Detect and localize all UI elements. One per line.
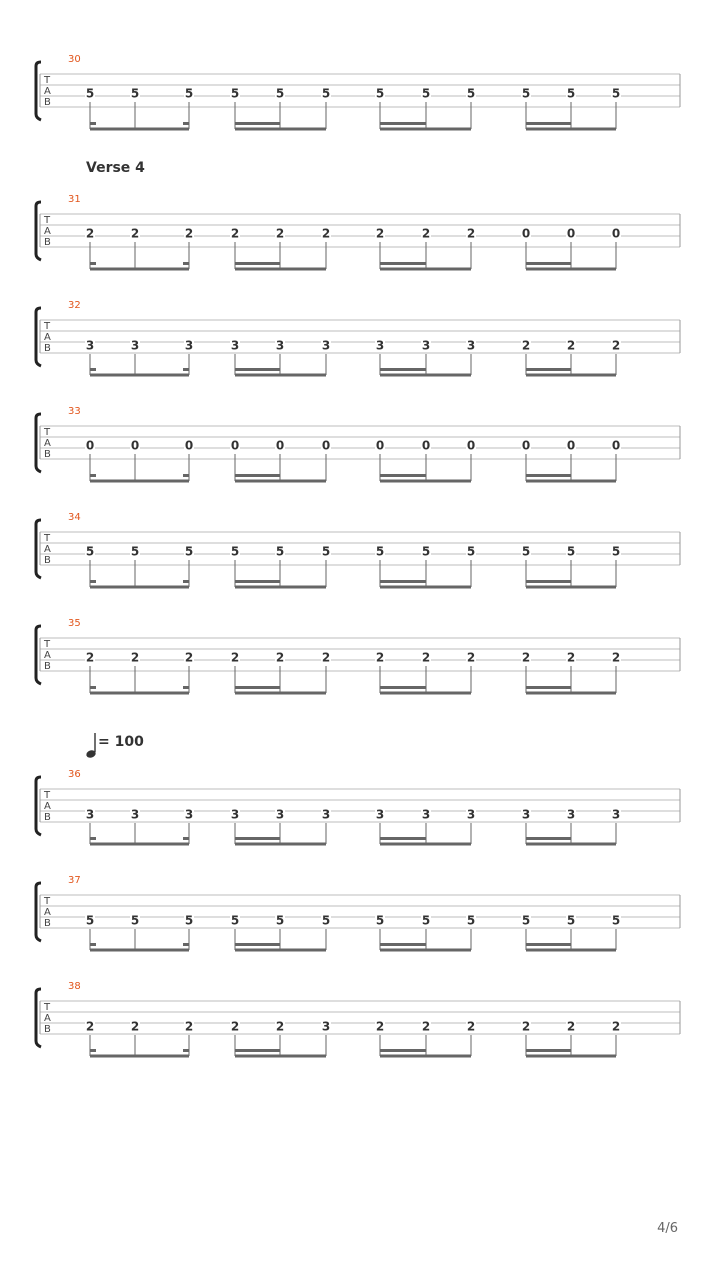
secondary-beam-stub bbox=[183, 943, 189, 946]
beam bbox=[90, 1055, 189, 1058]
fret-number: 5 bbox=[275, 86, 285, 101]
secondary-beam bbox=[380, 474, 426, 477]
fret-number: 5 bbox=[275, 913, 285, 928]
tab-clef-letter: B bbox=[44, 97, 51, 108]
fret-number: 5 bbox=[321, 86, 331, 101]
secondary-beam bbox=[235, 837, 280, 840]
fret-number: 2 bbox=[521, 1019, 531, 1034]
fret-number: 0 bbox=[375, 438, 385, 453]
fret-number: 3 bbox=[566, 807, 576, 822]
fret-number: 2 bbox=[521, 650, 531, 665]
beam bbox=[235, 843, 326, 846]
tab-clef-letter: T bbox=[44, 639, 51, 650]
beam bbox=[90, 949, 189, 952]
tab-system bbox=[0, 612, 720, 712]
fret-number: 5 bbox=[375, 544, 385, 559]
fret-number: 2 bbox=[611, 338, 621, 353]
fret-number: 3 bbox=[230, 807, 240, 822]
fret-number: 3 bbox=[184, 338, 194, 353]
measure-number: 31 bbox=[68, 194, 81, 205]
fret-number: 0 bbox=[466, 438, 476, 453]
fret-number: 2 bbox=[375, 226, 385, 241]
beam bbox=[526, 692, 616, 695]
fret-number: 5 bbox=[611, 913, 621, 928]
fret-number: 0 bbox=[130, 438, 140, 453]
secondary-beam bbox=[380, 262, 426, 265]
tab-clef-letter: T bbox=[44, 215, 51, 226]
fret-number: 5 bbox=[184, 86, 194, 101]
tab-system bbox=[0, 188, 720, 288]
beam bbox=[526, 268, 616, 271]
fret-number: 5 bbox=[466, 544, 476, 559]
secondary-beam-stub bbox=[183, 580, 189, 583]
tab-system bbox=[0, 48, 720, 148]
secondary-beam-stub bbox=[90, 580, 96, 583]
tab-system bbox=[0, 400, 720, 500]
fret-number: 3 bbox=[230, 338, 240, 353]
fret-number: 3 bbox=[321, 338, 331, 353]
fret-number: 3 bbox=[321, 1019, 331, 1034]
fret-number: 3 bbox=[421, 338, 431, 353]
beam bbox=[90, 268, 189, 271]
measure-number: 37 bbox=[68, 875, 81, 886]
beam bbox=[235, 692, 326, 695]
fret-number: 2 bbox=[466, 650, 476, 665]
fret-number: 2 bbox=[521, 338, 531, 353]
measure-number: 30 bbox=[68, 54, 81, 65]
fret-number: 5 bbox=[230, 544, 240, 559]
fret-number: 5 bbox=[466, 86, 476, 101]
fret-number: 2 bbox=[466, 226, 476, 241]
beam bbox=[526, 843, 616, 846]
beam bbox=[380, 374, 471, 377]
fret-number: 3 bbox=[130, 807, 140, 822]
fret-number: 3 bbox=[421, 807, 431, 822]
tab-clef-letter: T bbox=[44, 75, 51, 86]
beam bbox=[526, 949, 616, 952]
beam bbox=[380, 128, 471, 131]
measure-number: 38 bbox=[68, 981, 81, 992]
secondary-beam bbox=[380, 580, 426, 583]
secondary-beam-stub bbox=[90, 474, 96, 477]
beam bbox=[235, 586, 326, 589]
fret-number: 2 bbox=[184, 1019, 194, 1034]
fret-number: 2 bbox=[230, 226, 240, 241]
secondary-beam bbox=[235, 580, 280, 583]
fret-number: 5 bbox=[85, 913, 95, 928]
tab-clef-letter: T bbox=[44, 321, 51, 332]
tab-clef-letter: B bbox=[44, 237, 51, 248]
fret-number: 3 bbox=[321, 807, 331, 822]
fret-number: 5 bbox=[130, 86, 140, 101]
beam bbox=[235, 480, 326, 483]
fret-number: 5 bbox=[566, 544, 576, 559]
secondary-beam-stub bbox=[183, 686, 189, 689]
fret-number: 5 bbox=[375, 913, 385, 928]
secondary-beam bbox=[235, 686, 280, 689]
secondary-beam-stub bbox=[183, 122, 189, 125]
fret-number: 5 bbox=[321, 544, 331, 559]
secondary-beam bbox=[235, 943, 280, 946]
fret-number: 2 bbox=[85, 1019, 95, 1034]
secondary-beam bbox=[526, 474, 571, 477]
beam bbox=[90, 480, 189, 483]
secondary-beam bbox=[235, 474, 280, 477]
tempo-marking bbox=[84, 732, 154, 762]
fret-number: 2 bbox=[130, 1019, 140, 1034]
tab-clef-letter: T bbox=[44, 896, 51, 907]
beam bbox=[380, 586, 471, 589]
fret-number: 5 bbox=[521, 544, 531, 559]
beam bbox=[380, 1055, 471, 1058]
measure-number: 32 bbox=[68, 300, 81, 311]
quarter-note-icon bbox=[84, 732, 98, 762]
tab-clef-letter: A bbox=[44, 332, 51, 343]
fret-number: 3 bbox=[275, 338, 285, 353]
fret-number: 5 bbox=[184, 544, 194, 559]
fret-number: 2 bbox=[375, 650, 385, 665]
secondary-beam bbox=[380, 943, 426, 946]
fret-number: 2 bbox=[184, 650, 194, 665]
fret-number: 5 bbox=[275, 544, 285, 559]
fret-number: 3 bbox=[184, 807, 194, 822]
fret-number: 5 bbox=[611, 544, 621, 559]
beam bbox=[526, 374, 616, 377]
measure-number: 33 bbox=[68, 406, 81, 417]
fret-number: 5 bbox=[466, 913, 476, 928]
fret-number: 0 bbox=[611, 226, 621, 241]
fret-number: 2 bbox=[566, 1019, 576, 1034]
fret-number: 0 bbox=[566, 226, 576, 241]
fret-number: 2 bbox=[466, 1019, 476, 1034]
secondary-beam bbox=[526, 1049, 571, 1052]
tab-clef-letter: T bbox=[44, 533, 51, 544]
fret-number: 2 bbox=[321, 650, 331, 665]
beam bbox=[526, 586, 616, 589]
fret-number: 2 bbox=[611, 650, 621, 665]
secondary-beam bbox=[526, 686, 571, 689]
secondary-beam-stub bbox=[183, 837, 189, 840]
tab-system bbox=[0, 763, 720, 863]
fret-number: 2 bbox=[85, 650, 95, 665]
page-number: 4/6 bbox=[657, 1221, 678, 1236]
fret-number: 3 bbox=[375, 338, 385, 353]
fret-number: 5 bbox=[611, 86, 621, 101]
tab-system bbox=[0, 506, 720, 606]
beam bbox=[380, 692, 471, 695]
fret-number: 5 bbox=[421, 544, 431, 559]
secondary-beam-stub bbox=[183, 474, 189, 477]
tab-clef-letter: T bbox=[44, 427, 51, 438]
tab-clef-letter: A bbox=[44, 86, 51, 97]
tab-clef-letter: A bbox=[44, 650, 51, 661]
fret-number: 2 bbox=[275, 650, 285, 665]
fret-number: 0 bbox=[421, 438, 431, 453]
secondary-beam bbox=[380, 1049, 426, 1052]
beam bbox=[235, 128, 326, 131]
secondary-beam bbox=[380, 686, 426, 689]
secondary-beam bbox=[235, 1049, 280, 1052]
measure-number: 35 bbox=[68, 618, 81, 629]
fret-number: 5 bbox=[421, 86, 431, 101]
tab-clef-letter: T bbox=[44, 1002, 51, 1013]
tab-clef-letter: B bbox=[44, 555, 51, 566]
beam bbox=[90, 843, 189, 846]
tab-clef-letter: A bbox=[44, 907, 51, 918]
fret-number: 0 bbox=[566, 438, 576, 453]
beam bbox=[235, 1055, 326, 1058]
fret-number: 5 bbox=[375, 86, 385, 101]
measure-number: 36 bbox=[68, 769, 81, 780]
fret-number: 5 bbox=[566, 86, 576, 101]
tab-clef-letter: A bbox=[44, 544, 51, 555]
beam bbox=[526, 1055, 616, 1058]
fret-number: 2 bbox=[184, 226, 194, 241]
tab-clef-letter: A bbox=[44, 226, 51, 237]
beam bbox=[380, 268, 471, 271]
fret-number: 0 bbox=[521, 226, 531, 241]
fret-number: 0 bbox=[321, 438, 331, 453]
fret-number: 5 bbox=[184, 913, 194, 928]
fret-number: 2 bbox=[566, 338, 576, 353]
measure-number: 34 bbox=[68, 512, 81, 523]
secondary-beam-stub bbox=[90, 943, 96, 946]
tab-clef-letter: B bbox=[44, 812, 51, 823]
secondary-beam bbox=[526, 837, 571, 840]
fret-number: 3 bbox=[466, 338, 476, 353]
beam bbox=[90, 692, 189, 695]
secondary-beam bbox=[526, 368, 571, 371]
fret-number: 0 bbox=[521, 438, 531, 453]
tempo-value: = 100 bbox=[98, 734, 144, 750]
secondary-beam bbox=[235, 122, 280, 125]
secondary-beam-stub bbox=[90, 837, 96, 840]
beam bbox=[380, 480, 471, 483]
tab-clef-letter: A bbox=[44, 1013, 51, 1024]
fret-number: 2 bbox=[421, 226, 431, 241]
secondary-beam-stub bbox=[183, 262, 189, 265]
beam bbox=[235, 949, 326, 952]
tab-clef-letter: A bbox=[44, 438, 51, 449]
secondary-beam-stub bbox=[90, 122, 96, 125]
secondary-beam bbox=[526, 580, 571, 583]
tab-clef-letter: B bbox=[44, 918, 51, 929]
fret-number: 5 bbox=[566, 913, 576, 928]
beam bbox=[380, 843, 471, 846]
fret-number: 0 bbox=[85, 438, 95, 453]
fret-number: 0 bbox=[275, 438, 285, 453]
fret-number: 5 bbox=[130, 913, 140, 928]
fret-number: 3 bbox=[521, 807, 531, 822]
secondary-beam-stub bbox=[183, 368, 189, 371]
fret-number: 2 bbox=[275, 1019, 285, 1034]
fret-number: 5 bbox=[421, 913, 431, 928]
fret-number: 5 bbox=[85, 544, 95, 559]
beam bbox=[235, 374, 326, 377]
fret-number: 2 bbox=[230, 1019, 240, 1034]
fret-number: 2 bbox=[321, 226, 331, 241]
fret-number: 2 bbox=[275, 226, 285, 241]
secondary-beam-stub bbox=[90, 368, 96, 371]
secondary-beam bbox=[380, 837, 426, 840]
fret-number: 5 bbox=[521, 86, 531, 101]
secondary-beam bbox=[380, 368, 426, 371]
secondary-beam-stub bbox=[90, 1049, 96, 1052]
secondary-beam-stub bbox=[183, 1049, 189, 1052]
secondary-beam bbox=[526, 262, 571, 265]
secondary-beam bbox=[235, 262, 280, 265]
fret-number: 2 bbox=[611, 1019, 621, 1034]
fret-number: 0 bbox=[184, 438, 194, 453]
tab-system bbox=[0, 294, 720, 394]
secondary-beam-stub bbox=[90, 686, 96, 689]
fret-number: 0 bbox=[611, 438, 621, 453]
fret-number: 3 bbox=[466, 807, 476, 822]
beam bbox=[526, 128, 616, 131]
fret-number: 0 bbox=[230, 438, 240, 453]
fret-number: 3 bbox=[375, 807, 385, 822]
beam bbox=[90, 586, 189, 589]
fret-number: 5 bbox=[85, 86, 95, 101]
tab-clef-letter: B bbox=[44, 661, 51, 672]
tab-clef-letter: T bbox=[44, 790, 51, 801]
secondary-beam bbox=[526, 943, 571, 946]
fret-number: 2 bbox=[130, 226, 140, 241]
fret-number: 5 bbox=[230, 913, 240, 928]
fret-number: 3 bbox=[85, 807, 95, 822]
beam bbox=[235, 268, 326, 271]
fret-number: 2 bbox=[130, 650, 140, 665]
fret-number: 3 bbox=[611, 807, 621, 822]
fret-number: 2 bbox=[421, 1019, 431, 1034]
secondary-beam bbox=[380, 122, 426, 125]
tab-clef-letter: B bbox=[44, 343, 51, 354]
fret-number: 2 bbox=[85, 226, 95, 241]
fret-number: 5 bbox=[230, 86, 240, 101]
beam bbox=[90, 374, 189, 377]
tab-system bbox=[0, 975, 720, 1075]
fret-number: 3 bbox=[85, 338, 95, 353]
fret-number: 2 bbox=[375, 1019, 385, 1034]
beam bbox=[380, 949, 471, 952]
secondary-beam-stub bbox=[90, 262, 96, 265]
section-label-verse-4: Verse 4 bbox=[86, 160, 145, 176]
fret-number: 2 bbox=[230, 650, 240, 665]
beam bbox=[90, 128, 189, 131]
tab-clef-letter: B bbox=[44, 449, 51, 460]
tab-clef-letter: A bbox=[44, 801, 51, 812]
fret-number: 3 bbox=[275, 807, 285, 822]
secondary-beam bbox=[235, 368, 280, 371]
fret-number: 5 bbox=[321, 913, 331, 928]
fret-number: 2 bbox=[566, 650, 576, 665]
beam bbox=[526, 480, 616, 483]
secondary-beam bbox=[526, 122, 571, 125]
tab-clef-letter: B bbox=[44, 1024, 51, 1035]
fret-number: 3 bbox=[130, 338, 140, 353]
fret-number: 5 bbox=[130, 544, 140, 559]
fret-number: 2 bbox=[421, 650, 431, 665]
tab-system bbox=[0, 869, 720, 969]
fret-number: 5 bbox=[521, 913, 531, 928]
